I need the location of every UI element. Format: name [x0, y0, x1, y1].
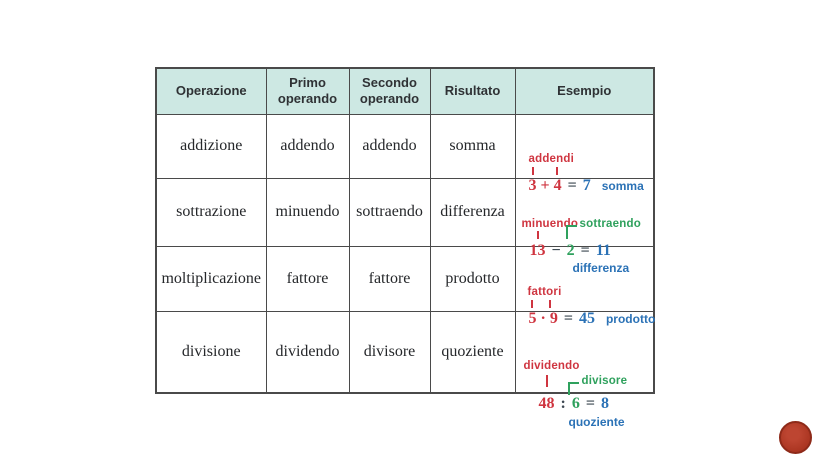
header-secondo-operando: Secondo operando: [349, 68, 430, 114]
cell-first-operand: dividendo: [266, 311, 349, 393]
example-label-minuendo: minuendo: [521, 218, 579, 230]
annotation-tick: [549, 300, 551, 308]
cell-operation: addizione: [156, 114, 266, 178]
minus-sign: −: [551, 242, 561, 259]
example-label-dividendo: dividendo: [523, 359, 580, 372]
cell-result: somma: [430, 114, 515, 178]
cell-second-operand: addendo: [349, 114, 430, 178]
annotation-tick: [546, 375, 548, 387]
cell-operation: divisione: [156, 311, 266, 393]
equation-operand-1: 13: [529, 242, 546, 259]
cell-second-operand: sottraendo: [349, 178, 430, 246]
cell-second-operand: fattore: [349, 246, 430, 311]
equation-operands: 3 + 4: [528, 177, 562, 194]
example-result-label: prodotto: [605, 311, 656, 326]
equation-operands: 5 · 9: [528, 309, 558, 327]
example-label-sottraendo: sottraendo: [579, 218, 641, 230]
cell-operation: sottrazione: [156, 178, 266, 246]
header-risultato: Risultato: [430, 68, 515, 114]
header-operazione: Operazione: [156, 68, 266, 114]
example-equation: [529, 242, 612, 260]
operations-table-wrap: [155, 67, 656, 429]
cell-result: differenza: [430, 178, 515, 246]
equation-result-value: 8: [600, 394, 609, 412]
example-result-label: quoziente: [568, 414, 625, 429]
example-label-addendi: addendi: [528, 153, 574, 165]
annotation-bracket: [566, 225, 577, 239]
cell-result: prodotto: [430, 246, 515, 311]
example-equation: [528, 177, 645, 195]
equation-result-value: 45: [578, 309, 595, 327]
annotation-tick: [532, 167, 534, 175]
example-equation: [538, 395, 610, 413]
table-header-row: [156, 68, 654, 114]
equals-sign: =: [563, 309, 573, 327]
equals-sign: =: [585, 394, 595, 412]
operations-table: [155, 67, 656, 429]
example-result-label: differenza: [572, 261, 630, 275]
equals-sign: =: [567, 177, 577, 194]
header-primo-operando: Primo operando: [266, 68, 349, 114]
cell-operation: moltiplicazione: [156, 246, 266, 311]
example-result-label: somma: [601, 179, 644, 193]
annotation-bracket: [568, 382, 579, 395]
equation-operand-1: 48: [538, 394, 555, 412]
annotation-tick: [531, 300, 533, 308]
cell-first-operand: addendo: [266, 114, 349, 178]
annotation-tick: [556, 167, 558, 175]
header-esempio: Esempio: [515, 68, 654, 114]
cell-example-addizione: [515, 114, 654, 194]
division-sign: :: [560, 394, 566, 412]
equation-result-value: 7: [582, 177, 591, 194]
equation-operand-2: 2: [566, 242, 575, 259]
example-label-fattori: fattori: [527, 285, 562, 298]
cell-second-operand: divisore: [349, 311, 430, 393]
cell-result: quoziente: [430, 311, 515, 393]
nav-circle-button[interactable]: [779, 421, 812, 454]
example-equation: [528, 310, 657, 328]
equals-sign: =: [580, 242, 590, 259]
equation-operand-2: 6: [571, 394, 580, 412]
equation-result-value: 11: [595, 242, 611, 259]
cell-first-operand: fattore: [266, 246, 349, 311]
example-label-divisore: divisore: [581, 374, 628, 387]
cell-first-operand: minuendo: [266, 178, 349, 246]
table-row-addizione: [156, 114, 654, 178]
annotation-tick: [537, 231, 539, 239]
